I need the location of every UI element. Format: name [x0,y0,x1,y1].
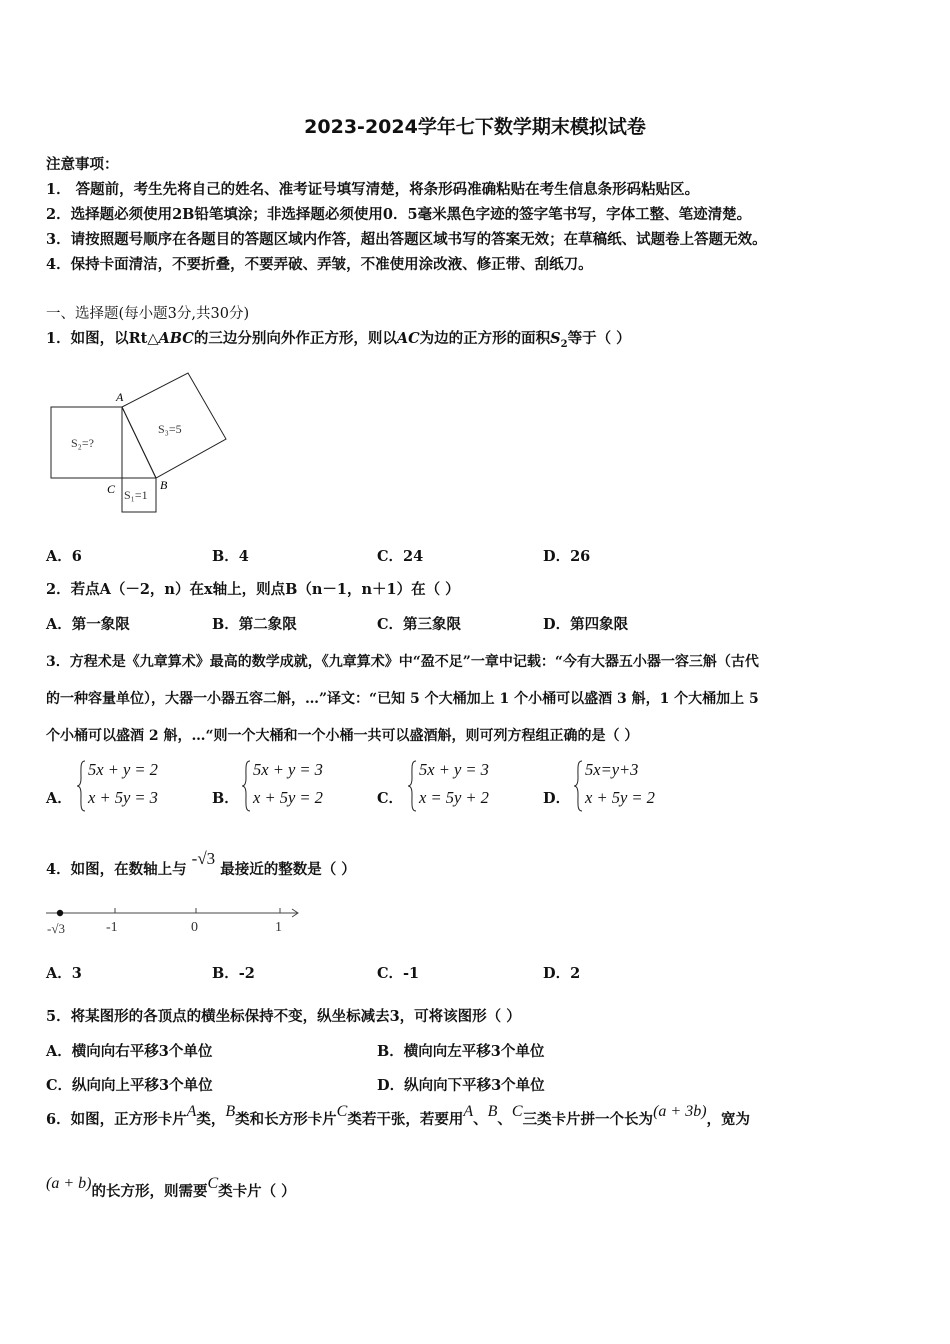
label-s3: S₃=5 [158,422,182,436]
q3-b-row-2: x + 5y = 2 [253,788,323,807]
q3-d-row-2: x + 5y = 2 [585,788,655,807]
page-title: 2023-2024学年七下数学期末模拟试卷 [304,116,646,138]
label-s1: S₁=1 [124,488,148,502]
q2-stem: 2．若点A（－2，n）在x轴上，则点B（n－1，n＋1）在（ ） [46,581,460,598]
q2-option-d[interactable]: D．第四象限 [543,616,629,633]
q3-option-c-label[interactable]: C． [377,790,404,807]
q5-option-d[interactable]: D．纵向向下平移3个单位 [377,1077,545,1094]
notice-item-4: 4．保持卡面清洁，不要折叠，不要弄破、弄皱，不准使用涂改液、修正带、刮纸刀。 [46,256,593,273]
q1-option-c[interactable]: C．24 [377,548,424,565]
q3-line-3: 个小桶可以盛酒 2 斛，…“则一个大桶和一个小桶一共可以盛酒斛，则可列方程组正确的是（ ） [46,728,639,744]
q1-option-b[interactable]: B．4 [212,548,249,565]
q3-line-2: 的一种容量单位），大器一小器五容二斛，…”译文：“已知 5 个大桶加上 1 个小桶可以盛酒 3 斛，1 个大桶加上 5 [46,691,759,707]
q3-option-b-label[interactable]: B． [212,790,239,807]
q3-option-d-label[interactable]: D． [543,790,571,807]
q4-option-c[interactable]: C．-1 [377,965,420,982]
q4-option-b[interactable]: B．-2 [212,965,255,982]
q3-c-row-1: 5x + y = 3 [419,760,489,779]
q3-d-row-1: 5x=y+3 [585,760,639,779]
q3-a-row-1: 5x + y = 2 [88,760,158,779]
q4-option-a[interactable]: A．3 [46,965,82,982]
label-0: 0 [191,920,198,935]
q1-option-a[interactable]: A．6 [46,548,82,565]
label-c: C [107,482,116,496]
label-neg1: -1 [106,920,118,935]
q6-line-1: 6．如图，正方形卡片A类，B类和长方形卡片C类若干张，若要用A、B、C三类卡片拼一个长为(a + 3b)，宽为 [46,1103,751,1128]
q4-stem: 4．如图，在数轴上与 -√3 最接近的整数是（ ） [46,849,356,878]
q4-expr: -√3 [191,849,216,868]
label-s2: S₂=? [71,436,94,450]
q5-option-a[interactable]: A．横向向右平移3个单位 [46,1043,213,1060]
notice-item-3: 3．请按照题号顺序在各题目的答题区域内作答，超出答题区域书写的答案无效；在草稿纸、试题卷上答题无效。 [46,231,767,248]
point-neg-sqrt3 [57,910,63,916]
q2-option-b[interactable]: B．第二象限 [212,616,297,633]
q3-a-row-2: x + 5y = 3 [88,788,158,807]
q5-stem: 5．将某图形的各顶点的横坐标保持不变，纵坐标减去3，可将该图形（ ） [46,1008,521,1025]
notice-item-1: 1． 答题前，考生先将自己的姓名、准考证号填写清楚，将条形码准确粘贴在考生信息条形码粘贴区。 [46,181,700,198]
label-a: A [116,390,124,404]
notice-item-2: 2．选择题必须使用2B铅笔填涂；非选择题必须使用0．5毫米黑色字迹的签字笔书写，字体工整、笔迹清楚。 [46,206,752,223]
q3-b-row-1: 5x + y = 3 [253,760,323,779]
q1-stem: 1．如图，以Rt△ABC的三边分别向外作正方形，则以AC为边的正方形的面积$S_2$等于（ ） [46,330,631,350]
notice-heading: 注意事项： [46,156,119,173]
q1-option-d[interactable]: D．26 [543,548,591,565]
label-neg-sqrt3: -√3 [47,921,65,936]
q2-option-c[interactable]: C．第三象限 [377,616,462,633]
q3-option-a-label[interactable]: A． [46,790,72,807]
label-b: B [160,478,168,492]
label-1: 1 [275,920,282,935]
q1-figure [40,365,240,525]
q6-line-2: (a + b)的长方形，则需要C类卡片（ ） [46,1175,296,1200]
q4-option-d[interactable]: D．2 [543,965,581,982]
q2-option-a[interactable]: A．第一象限 [46,616,130,633]
q5-option-b[interactable]: B．横向向左平移3个单位 [377,1043,545,1060]
q3-c-row-2: x = 5y + 2 [419,788,489,807]
q4-number-line [40,900,310,942]
q3-line-1: 3．方程术是《九章算术》最高的数学成就，《九章算术》中“盈不足”一章中记载：“今有大器五小器一容三斛（古代 [46,654,759,670]
section-heading: 一、选择题(每小题3分,共30分) [46,306,250,322]
q5-option-c[interactable]: C．纵向向上平移3个单位 [46,1077,213,1094]
hypotenuse [122,407,156,478]
